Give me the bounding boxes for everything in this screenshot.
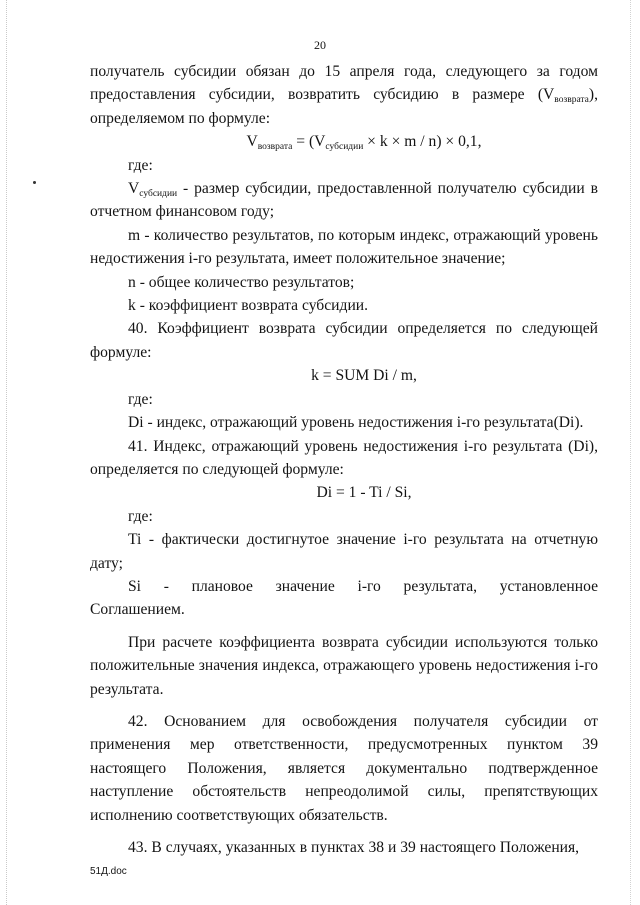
paragraph-41: 41. Индекс, отражающий уровень недостижения i-го результата (Di), определяется по следующей формуле: bbox=[90, 437, 598, 478]
definition-ti: Ti - фактически достигнутое значение i-го результата на отчетную дату; bbox=[90, 531, 598, 572]
where-label-2: где: bbox=[128, 390, 153, 408]
definition-di: Di - индекс, отражающий уровень недостижения i-го результата(Di). bbox=[128, 414, 584, 432]
scan-edge-right bbox=[630, 0, 632, 905]
definition-si-line1: Si - плановое значение i-го результата, установленное bbox=[128, 577, 598, 595]
formula-k: k = SUM Di / m, bbox=[311, 367, 417, 385]
definition-n: n - общее количество результатов; bbox=[128, 273, 355, 291]
calculation-note: При расчете коэффициента возврата субсидии используются только положительные значения индекса, отражающего уровень недостижения i-го результата. bbox=[90, 633, 598, 698]
paragraph-42: 42. Основанием для освобождения получателя субсидии от применения мер ответственности, предусмотренных пунктом 39 настоящего Положения, является документально подтвержденное наступление обстоятельств непреодолимой силы, препятствующих исполнению соответствующих обязательств. bbox=[90, 712, 598, 824]
definition-v-subsidy: $V_{субсидии}$ - размер субсидии, предоставленной получателю субсидии в отчетном финансовом году; bbox=[90, 180, 598, 221]
definition-m: m - количество результатов, по которым индекс, отражающий уровень недостижения i-го результата, имеет положительное значение; bbox=[90, 226, 598, 268]
definition-si-line2: Соглашением. bbox=[90, 601, 185, 619]
where-label-3: где: bbox=[128, 507, 153, 525]
paragraph-40: 40. Коэффициент возврата субсидии определяется по следующей формуле: bbox=[90, 320, 598, 361]
paragraph-43: 43. В случаях, указанных в пунктах 38 и 39 настоящего Положения, bbox=[128, 839, 580, 856]
formula-di: Di = 1 - Ti / Si, bbox=[316, 484, 412, 502]
formula-refund-amount: $V_{возврата} = (V_{субсидии} \times k \times m / n) \times 0,1$, bbox=[246, 133, 482, 153]
scan-speck bbox=[33, 181, 36, 184]
paragraph-refund-obligation: получатель субсидии обязан до 15 апреля года, следующего за годом предоставления субсидии, возвратить субсидию в размере $(V_{возврата})$, определяемом по формуле: bbox=[90, 63, 598, 127]
scan-edge-left bbox=[6, 0, 8, 905]
where-label-1: где: bbox=[128, 156, 153, 174]
file-name-footer: 51Д.doc bbox=[90, 866, 127, 877]
definition-k: k - коэффициент возврата субсидии. bbox=[128, 297, 369, 315]
document-body bbox=[90, 60, 598, 859]
page-number: 20 bbox=[314, 38, 326, 52]
